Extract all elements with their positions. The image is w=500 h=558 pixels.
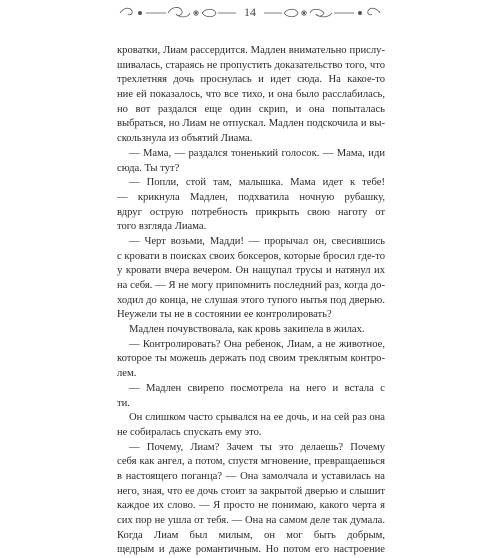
text-line: на себя. — Я не могу припомнить последний раз, когда до-: [117, 280, 385, 291]
text-line: но вот раздался еще один скрип, и она попыталась: [117, 103, 385, 115]
text-line: Неужели ты не в состоянии ее контролировать?: [117, 309, 332, 321]
text-line: сюда. Ты тут?: [117, 162, 180, 174]
text-line: ти.: [117, 397, 130, 409]
text-line: сих пор не ушла от тебя. — Она на самом деле так думала.: [117, 515, 385, 526]
text-line: скользнула из объятий Лиама.: [117, 133, 253, 145]
text-line: с кровати в поисках своих боксеров, которые бросил где-то: [117, 250, 385, 262]
page-number: 14: [244, 5, 256, 19]
text-line: не собиралась спускать ему это.: [117, 426, 262, 438]
text-line: в настоящего поганца? — Она замолчала и уставилась на: [117, 470, 385, 482]
text-line: Когда Лиам был милым, он мог быть добрым,: [117, 529, 385, 541]
text-line: ходил до конца, не слушая этого тупого нытья под дверью.: [117, 294, 385, 306]
text-line: трехлетняя дочь проснулась и идет сюда. На какое-то: [117, 74, 385, 86]
text-line: — Почему, Лиам? Зачем ты это делаешь? Почему: [129, 441, 385, 453]
text-line: которое ты можешь держать под своим треклятым контро-: [117, 353, 385, 365]
body-text: [117, 44, 385, 558]
text-line: себя как ангел, а потом, спустя мгновение, превращаешься: [117, 456, 385, 468]
text-line: Мадлен почувствовала, как кровь закипела в жилах.: [129, 324, 365, 336]
text-line: кроватки, Лиам рассердится. Мадлен внимательно прислу-: [117, 45, 385, 56]
text-line: — Попли, стой там, малышка. Мама идет к тебе!: [129, 177, 385, 189]
text-line: — крикнула Мадлен, подхватила ночную рубашку,: [117, 191, 385, 203]
text-line: у кровати вчера вечером. Он нащупал трусы и натянул их: [117, 265, 385, 277]
text-line: каждое их слово. — Я просто не понимаю, какого черта я: [117, 500, 385, 512]
text-line: шивалась, стараясь не пропустить доказательство того, что: [117, 59, 385, 71]
text-line: выбраться, но Лиам не отпускал. Мадлен подскочила и вы-: [117, 118, 385, 130]
text-line: щедрым и даже романтичным. Но потом его настроение: [117, 544, 385, 556]
text-line: — Контролировать? Она ребенок, Лиам, а не животное,: [129, 338, 385, 350]
text-line: лем.: [117, 368, 137, 380]
text-line: Он слишком часто срывался на ее дочь, и на сей раз она: [129, 412, 385, 424]
text-line: вдруг острую потребность прикрыть свою наготу от: [117, 206, 385, 218]
text-line: — Мама, — раздался тоненький голосок. — Мама, иди: [129, 147, 385, 159]
text-line: — Черт возьми, Мадди! — прорычал он, свесившись: [129, 235, 385, 247]
text-line: — Мадлен свирепо посмотрела на него и встала с: [129, 382, 385, 394]
text-line: него, зная, что ее дочь стоит за закрытой дверью и слышит: [117, 485, 385, 497]
text-line: ние ей показалось, что все тихо, и она было расслабилась,: [117, 89, 385, 101]
text-line: того взгляда Лиама.: [117, 221, 207, 233]
page-header: [118, 2, 382, 24]
